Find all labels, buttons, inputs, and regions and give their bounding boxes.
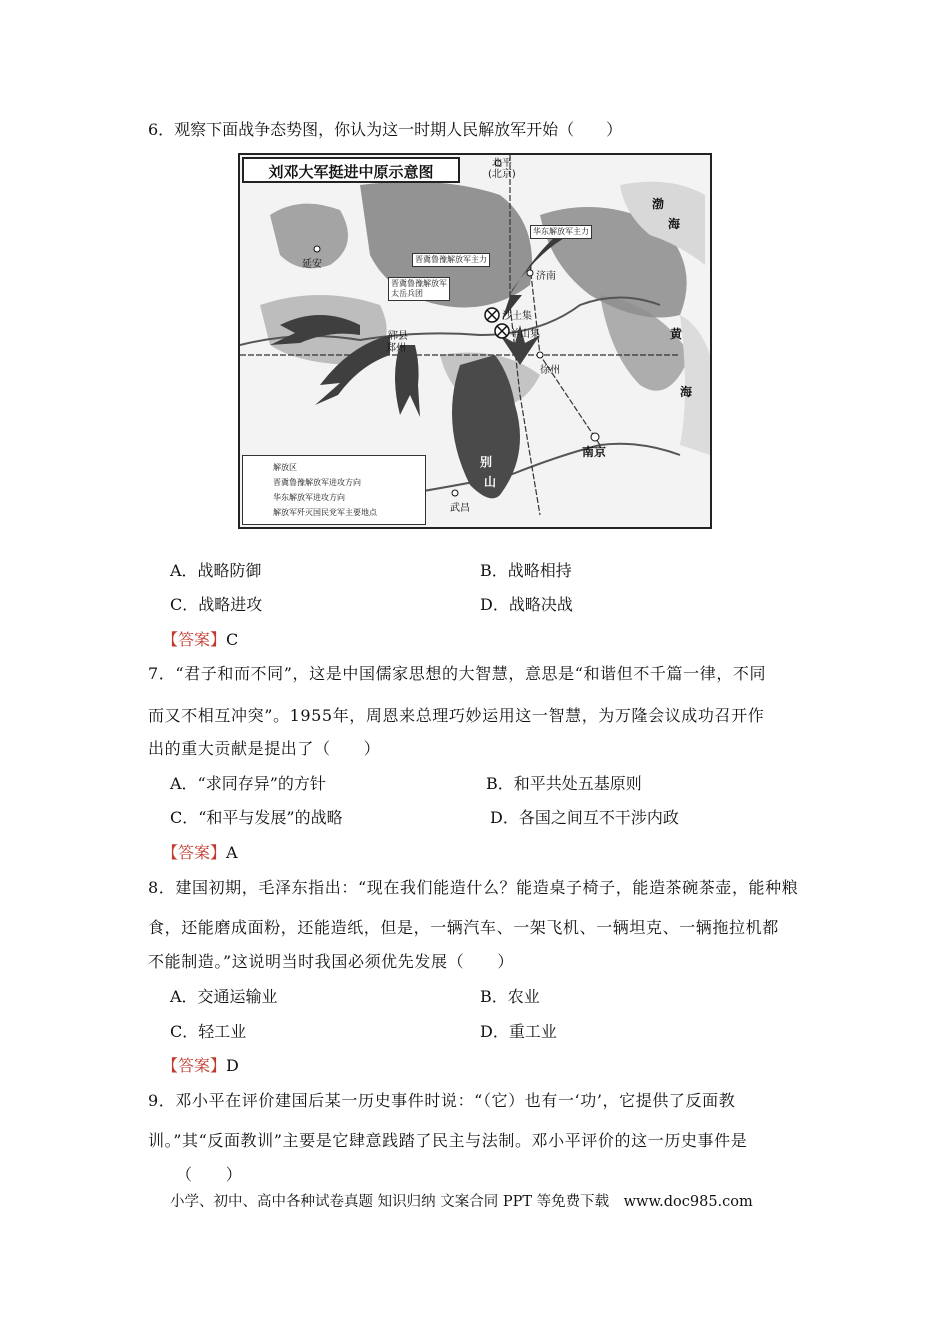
q8-line-2: 食，还能磨成面粉，还能造纸，但是，一辆汽车、一架飞机、一辆坦克、一辆拖拉机都	[148, 918, 779, 937]
city-yangshanji: 羊山集	[510, 329, 540, 340]
q8-answer-label: 【答案】	[162, 1056, 227, 1075]
q9-line-1: 9．邓小平在评价建国后某一历史事件时说：“（它）也有一‘功’，它提供了反面教	[148, 1091, 736, 1110]
q8-answer	[162, 1056, 239, 1076]
q8-option-d: D．重工业	[480, 1022, 557, 1041]
sea-hai-label: 海	[680, 385, 693, 399]
city-yanan: 延安	[302, 259, 322, 270]
q8-option-a: A．交通运输业	[170, 987, 278, 1006]
legend-item-liberated: 解放区	[273, 463, 297, 472]
q7-line-3: 出的重大贡献是提出了（ ）	[148, 739, 381, 758]
q6-answer-value: C	[226, 630, 239, 649]
city-wuchang: 武昌	[450, 503, 470, 514]
q7-option-b: B．和平共处五基原则	[486, 774, 642, 793]
q8-option-c: C．轻工业	[170, 1022, 247, 1041]
war-situation-map	[238, 153, 712, 529]
question-6-stem: 6．观察下面战争态势图，你认为这一时期人民解放军开始（ ）	[148, 120, 623, 139]
label-huadong-main: 华东解放军主力	[530, 225, 592, 239]
map-title: 刘邓大军挺进中原示意图	[242, 157, 460, 183]
label-jjly-main: 晋冀鲁豫解放军主力	[412, 253, 490, 267]
q7-option-c: C．“和平与发展”的战略	[170, 808, 343, 827]
q7-line-2: 而又不相互冲突”。1955年，周恩来总理巧妙运用这一智慧，为万隆会议成功召开作	[148, 706, 765, 725]
city-nanjing: 南京	[582, 445, 607, 459]
city-beijing: (北京)	[488, 169, 516, 180]
q7-option-a: A．“求同存异”的方针	[170, 774, 326, 793]
q7-answer-label: 【答案】	[162, 843, 227, 862]
footer-download-link[interactable]: 小学、初中、高中各种试卷真题 知识归纳 文案合同 PPT 等免费下载 www.doc985.com	[170, 1194, 753, 1210]
city-beiping: 北平	[492, 158, 512, 169]
q7-option-d: D．各国之间互不干涉内政	[490, 808, 679, 827]
q6-answer	[162, 630, 238, 650]
q6-option-a: A．战略防御	[170, 561, 262, 580]
q7-answer	[162, 843, 238, 863]
label-jjly-taiyue	[388, 277, 450, 301]
q6-option-b: B．战略相持	[480, 561, 572, 580]
legend-item-battle: 解放军歼灭国民党军主要地点	[273, 508, 377, 517]
q6-option-d: D．战略决战	[480, 595, 573, 614]
city-zhengzhou: 郑州	[386, 343, 406, 354]
city-jinan: 济南	[536, 271, 556, 282]
q7-answer-value: A	[226, 843, 238, 862]
mountain-shan-label: 山	[484, 475, 497, 489]
label-jjly-taiyue-line2: 太岳兵团	[391, 289, 423, 298]
q8-answer-value: D	[226, 1056, 239, 1075]
q6-answer-label: 【答案】	[162, 630, 227, 649]
legend-item-huadong: 华东解放军进攻方向	[273, 493, 345, 502]
q8-option-b: B．农业	[480, 987, 540, 1006]
q9-line-2: 训。”其“反面教训”主要是它肆意践踏了民主与法制。邓小平评价的这一历史事件是	[148, 1131, 748, 1150]
city-yunxian: 郓县	[388, 331, 408, 342]
sea-hai2-label: 海	[668, 217, 681, 231]
label-jjly-taiyue-line1: 晋冀鲁豫解放军	[391, 279, 447, 288]
q8-line-3: 不能制造。”这说明当时我国必须优先发展（ ）	[148, 952, 514, 971]
q7-line-1: 7．“君子和而不同”，这是中国儒家思想的大智慧，意思是“和谐但不千篇一律，不同	[148, 664, 767, 683]
q6-option-c: C．战略进攻	[170, 595, 263, 614]
sea-bo-label: 渤	[652, 197, 665, 211]
mountain-bie-label: 别	[480, 455, 493, 469]
city-shatuji: 沙土集	[502, 311, 532, 322]
city-xuzhou: 徐州	[540, 365, 560, 376]
map-legend	[242, 455, 426, 525]
legend-item-jjly: 晋冀鲁豫解放军进攻方向	[273, 478, 361, 487]
sea-huang-label: 黄	[670, 327, 683, 341]
q8-line-1: 8．建国初期，毛泽东指出：“现在我们能造什么？能造桌子椅子，能造茶碗茶壶，能种粮	[148, 878, 799, 897]
q9-line-3: （ ）	[176, 1165, 243, 1184]
